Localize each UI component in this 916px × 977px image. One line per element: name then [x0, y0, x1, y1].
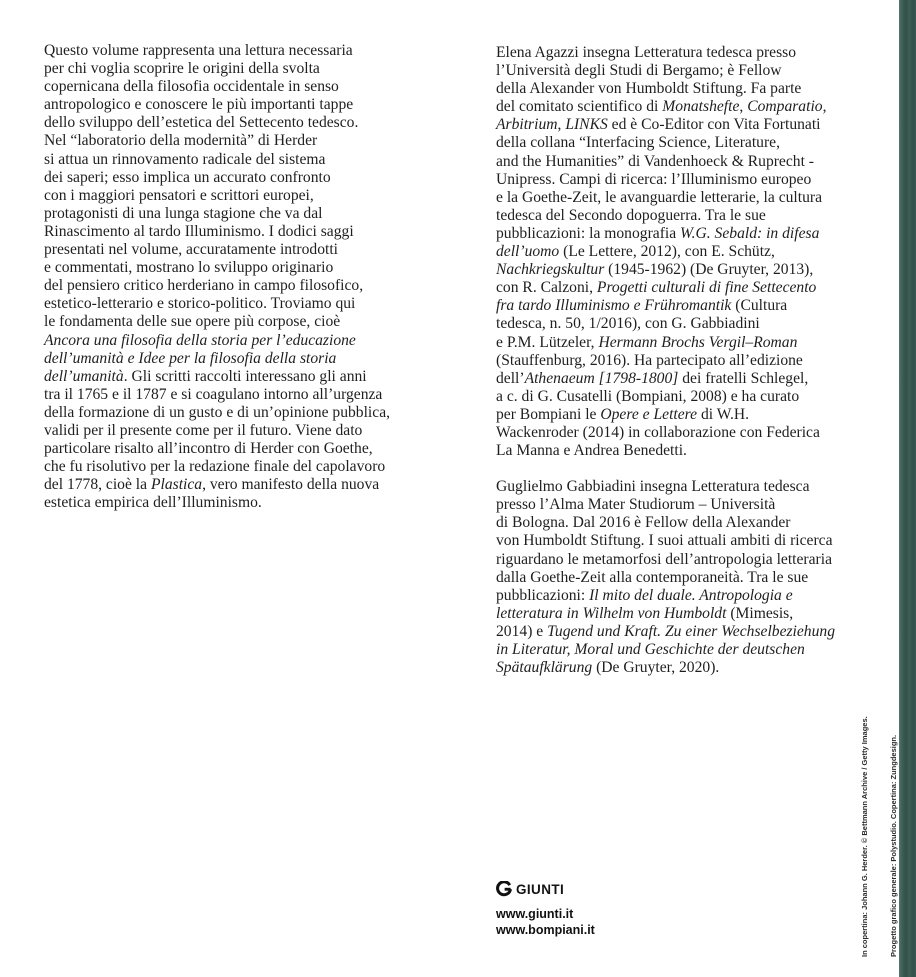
text-line: che fu risolutivo per la redazione finale del capolavoro: [44, 458, 386, 476]
text-line: per chi voglia scoprire le origini della svolta: [44, 60, 320, 78]
text-line: si attua un rinnovamento radicale del sistema: [44, 150, 326, 168]
giunti-logo-label: GIUNTI: [516, 881, 565, 897]
text-line: tedesca, n. 50, 1/2016), con G. Gabbiadini: [496, 315, 760, 333]
text-line: Arbitrium, LINKS ed è Co-Editor con Vita Fortunati: [496, 116, 821, 134]
cover-credits-vertical-text: [841, 685, 898, 957]
text-line: pubblicazioni: Il mito del duale. Antropologia e: [496, 586, 793, 604]
author-bio-guglielmo-gabbiadini: [496, 478, 886, 677]
giunti-url: www.giunti.it: [496, 907, 574, 921]
publisher-block: [496, 881, 595, 938]
left-text-column: [44, 42, 472, 512]
text-line: con R. Calzoni, Progetti culturali di fine Settecento: [496, 279, 817, 297]
giunti-g-icon: [496, 881, 512, 897]
text-line: dell’Athenaeum [1798-1800] dei fratelli Schlegel,: [496, 369, 809, 387]
text-line: estetica empirica dell’Illuminismo.: [44, 494, 262, 512]
text-line: Spätaufklärung (De Gruyter, 2020).: [496, 659, 720, 677]
giunti-logo: [496, 881, 595, 897]
text-line: di Bologna. Dal 2016 è Fellow della Alexander: [496, 514, 791, 532]
text-line: von Humboldt Stiftung. I suoi attuali ambiti di ricerca: [496, 532, 833, 550]
text-line: e commentati, mostrano lo sviluppo originario: [44, 259, 334, 277]
text-line: del 1778, cioè la Plastica, vero manifesto della nuova: [44, 476, 380, 494]
text-line: in Literatur, Moral und Geschichte der deutschen: [496, 641, 805, 658]
cover-credit-line-2: Progetto grafico generale: Polystudio. Copertina: Zungdesign.: [888, 734, 898, 957]
text-line: validi per il presente come per il futuro. Viene dato: [44, 421, 363, 439]
text-line: dell’umanità e Idee per la filosofia della storia: [44, 349, 337, 367]
text-line: l’Università degli Studi di Bergamo; è Fellow: [496, 62, 782, 80]
text-line: protagonisti di una lunga stagione che va dal: [44, 204, 323, 222]
text-line: Elena Agazzi insegna Letteratura tedesca presso: [496, 44, 797, 61]
text-line: e la Goethe-Zeit, le avanguardie letterarie, la cultura: [496, 188, 822, 206]
text-line: dello sviluppo dell’estetica del Settecento tedesco.: [44, 114, 359, 132]
text-line: Wackenroder (2014) in collaborazione con Federica: [496, 423, 820, 441]
text-line: riguardano le metamorfosi dell’antropologia letteraria: [496, 550, 832, 568]
text-line: 2014) e Tugend und Kraft. Zu einer Wechselbeziehung: [496, 622, 835, 640]
text-line: dei saperi; esso implica un accurato confronto: [44, 168, 331, 186]
text-line: dell’uomo (Le Lettere, 2012), con E. Schütz,: [496, 243, 775, 261]
text-line: per Bompiani le Opere e Lettere di W.H.: [496, 405, 750, 423]
text-line: della collana “Interfacing Science, Literature,: [496, 134, 780, 152]
text-line: fra tardo Illuminismo e Frühromantik (Cultura: [496, 297, 788, 315]
text-line: estetico-letterario e storico-politico. Troviamo qui: [44, 295, 356, 313]
text-line: presentati nel volume, accuratamente introdotti: [44, 241, 339, 259]
text-line: le fondamenta delle sue opere più corpose, cioè: [44, 313, 341, 331]
text-line: Ancora una filosofia della storia per l’educazione: [44, 331, 356, 349]
text-line: Questo volume rappresenta una lettura necessaria: [44, 42, 353, 59]
text-line: dalla Goethe-Zeit alla contemporaneità. Tra le sue: [496, 568, 809, 586]
right-text-column: [496, 44, 886, 677]
text-line: Guglielmo Gabbiadini insegna Letteratura tedesca: [496, 478, 810, 496]
text-line: Nel “laboratorio della modernità” di Herder: [44, 132, 318, 150]
text-line: presso l’Alma Mater Studiorum – Università: [496, 496, 776, 514]
text-line: e P.M. Lützeler, Hermann Brochs Vergil–Roman: [496, 333, 798, 351]
text-line: pubblicazioni: la monografia W.G. Sebald: in difesa: [496, 224, 820, 242]
cover-credit-line-1: In copertina: Johann G. Herder. © Bettmann Archive / Getty Images.: [860, 716, 870, 957]
text-line: Unipress. Campi di ricerca: l’Illuminismo europeo: [496, 170, 812, 188]
text-line: and the Humanities” di Vandenhoeck & Ruprecht -: [496, 152, 814, 170]
text-line: (Stauffenburg, 2016). Ha partecipato all’edizione: [496, 351, 803, 369]
text-line: Nachkriegskultur (1945-1962) (De Gruyter, 2013),: [496, 261, 814, 279]
text-line: tra il 1765 e il 1787 e si coagulano intorno all’urgenza: [44, 385, 383, 403]
text-line: copernicana della filosofia occidentale in senso: [44, 78, 339, 96]
text-line: dell’umanità. Gli scritti raccolti interessano gli anni: [44, 367, 367, 385]
text-line: del comitato scientifico di Monatshefte, Comparatio,: [496, 98, 827, 116]
text-line: del pensiero critico herderiano in campo filosofico,: [44, 277, 364, 295]
text-line: letteratura in Wilhelm von Humboldt (Mimesis,: [496, 604, 794, 622]
text-line: tedesca del Secondo dopoguerra. Tra le sue: [496, 206, 766, 224]
text-line: Rinascimento al tardo Illuminismo. I dodici saggi: [44, 222, 354, 240]
text-line: a c. di G. Cusatelli (Bompiani, 2008) e ha curato: [496, 387, 800, 405]
text-line: particolare risalto all’incontro di Herder con Goethe,: [44, 440, 373, 458]
text-line: La Manna e Andrea Benedetti.: [496, 442, 687, 460]
text-line: antropologico e conoscere le più importanti tappe: [44, 96, 354, 114]
author-bio-elena-agazzi: [496, 44, 886, 460]
bompiani-url: www.bompiani.it: [496, 922, 595, 937]
text-line: con i maggiori pensatori e scrittori europei,: [44, 186, 314, 204]
cover-edge-strip: [899, 0, 916, 977]
text-line: della Alexander von Humboldt Stiftung. Fa parte: [496, 80, 802, 98]
text-line: della formazione di un gusto e di un’opinione pubblica,: [44, 403, 391, 421]
